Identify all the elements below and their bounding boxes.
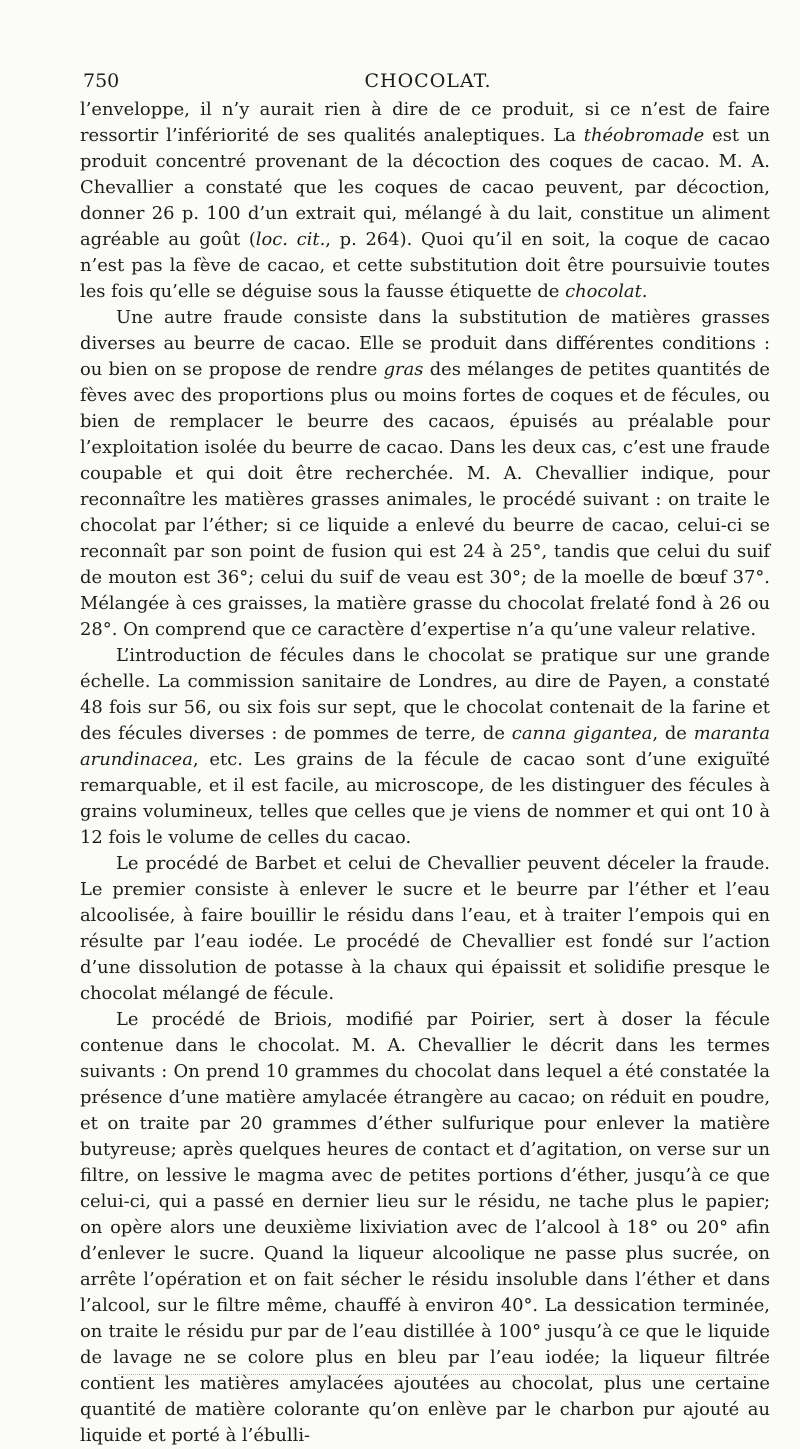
text-run: Une autre fraude consiste dans la substitution de matières grasses diverses au beurre de cacao. Elle se produit dans différentes conditions : ou bien on se propose de rendre xyxy=(80,307,770,380)
italic-term: chocolat. xyxy=(565,281,648,302)
italic-term: théobromade xyxy=(583,125,705,146)
text-run: l’enveloppe, il n’y aurait rien à dire de ce produit, si ce n’est de faire ressortir l’infériorité de ses qualités analeptiques. La xyxy=(80,99,770,146)
text-run: Le procédé de Briois, modifié par Poirier, sert à doser la fécule contenue dans le chocolat. M. A. Chevallier le décrit dans les termes suivants : On prend 10 grammes du chocolat dans lequel a été constatée la présence d’une matière amylacée étrangère au cacao; on réduit en poudre, et on traite par 20 grammes d’éther sulfurique pour enlever la matière butyreuse; après quelques heures de contact et d’agitation, on verse sur un filtre, on lessive le magma avec de petites portions d’éther, jusqu’à ce que celui-ci, qui a passé en dernier lieu sur le résidu, ne tache plus le papier; on opère alors une deuxième lixiviation avec de l’alcool à 18° ou 20° afin d’enlever le sucre. Quand la liqueur alcoolique ne passe plus sucrée, on arrête l’opération et on fait sécher le résidu insoluble dans l’éther et dans l’alcool, sur le filtre même, chauffé à environ 40°. La dessication terminée, on traite le résidu pur par de l’eau distillée à 100° jusqu’à ce que le liquide de lavage ne se colore plus en bleu par l’eau iodée; la liqueur filtrée contient les matières amylacées ajoutées au chocolat, plus une certaine quantité de matière colorante qu’on enlève par le charbon pur ajouté au liquide et porté à l’ébulli- xyxy=(80,1009,770,1446)
text-run: Le procédé de Barbet et celui de Chevallier peuvent déceler la fraude. Le premier consiste à enlever le sucre et le beurre par l’éther et l’eau alcoolisée, à faire bouillir le résidu dans l’eau, et à traiter l’empois qui en résulte par l’eau iodée. Le procédé de Chevallier est fondé sur l’action d’une dissolution de potasse à la chaux qui épaissit et solidifie presque le chocolat mélangé de fécule. xyxy=(80,853,770,1004)
text-run: , etc. Les grains de la fécule de cacao sont d’une exiguïté remarquable, et il est facile, au microscope, de les distinguer des fécules à grains volumineux, telles que celles que je viens de nommer et qui ont 10 à 12 fois le volume de celles du cacao. xyxy=(80,749,770,848)
page-number: 750 xyxy=(83,70,120,92)
paragraph xyxy=(80,97,770,305)
paragraph xyxy=(80,305,770,643)
italic-term: canna gigantea xyxy=(511,723,653,744)
text-run: , p. 264). Quoi qu’il en soit, la coque de cacao n’est pas la fève de cacao, et cette substitution doit être poursuivie toutes les fois qu’elle se déguise sous la fausse étiquette de xyxy=(80,229,770,302)
text-run: est un produit concentré provenant de la décoction des coques de cacao. M. A. Chevallier a constaté que les coques de cacao peuvent, par décoction, donner 26 p. 100 d’un extrait qui, mélangé à du lait, constitue un aliment agréable au goût ( xyxy=(80,125,770,250)
running-title: CHOCOLAT. xyxy=(364,70,492,92)
text-run: , de xyxy=(652,723,694,744)
text-run: L’introduction de fécules dans le chocolat se pratique sur une grande échelle. La commission sanitaire de Londres, au dire de Payen, a constaté 48 fois sur 56, ou six fois sur sept, que le chocolat contenait de la farine et des fécules diverses : de pommes de terre, de xyxy=(80,645,770,744)
italic-term: gras xyxy=(383,359,424,380)
footer-divider xyxy=(118,1374,758,1375)
page-header xyxy=(83,70,773,98)
body-text xyxy=(80,97,770,1449)
italic-term: loc. cit. xyxy=(255,229,326,250)
italic-term: maranta arundinacea xyxy=(80,723,770,770)
paragraph xyxy=(80,851,770,1007)
paragraph xyxy=(80,1007,770,1449)
paragraph xyxy=(80,643,770,851)
text-run: des mélanges de petites quantités de fèves avec des proportions plus ou moins fortes de coques et de fécules, ou bien de remplacer le beurre des cacaos, épuisés au préalable pour l’exploitation isolée du beurre de cacao. Dans les deux cas, c’est une fraude coupable et qui doit être recherchée. M. A. Chevallier indique, pour reconnaître les matières grasses animales, le procédé suivant : on traite le chocolat par l’éther; si ce liquide a enlevé du beurre de cacao, celui-ci se reconnaît par son point de fusion qui est 24 à 25°, tandis que celui du suif de mouton est 36°; celui du suif de veau est 30°; de la moelle de bœuf 37°. Mélangée à ces graisses, la matière grasse du chocolat frelaté fond à 26 ou 28°. On comprend que ce caractère d’expertise n’a qu’une valeur relative. xyxy=(80,359,770,640)
